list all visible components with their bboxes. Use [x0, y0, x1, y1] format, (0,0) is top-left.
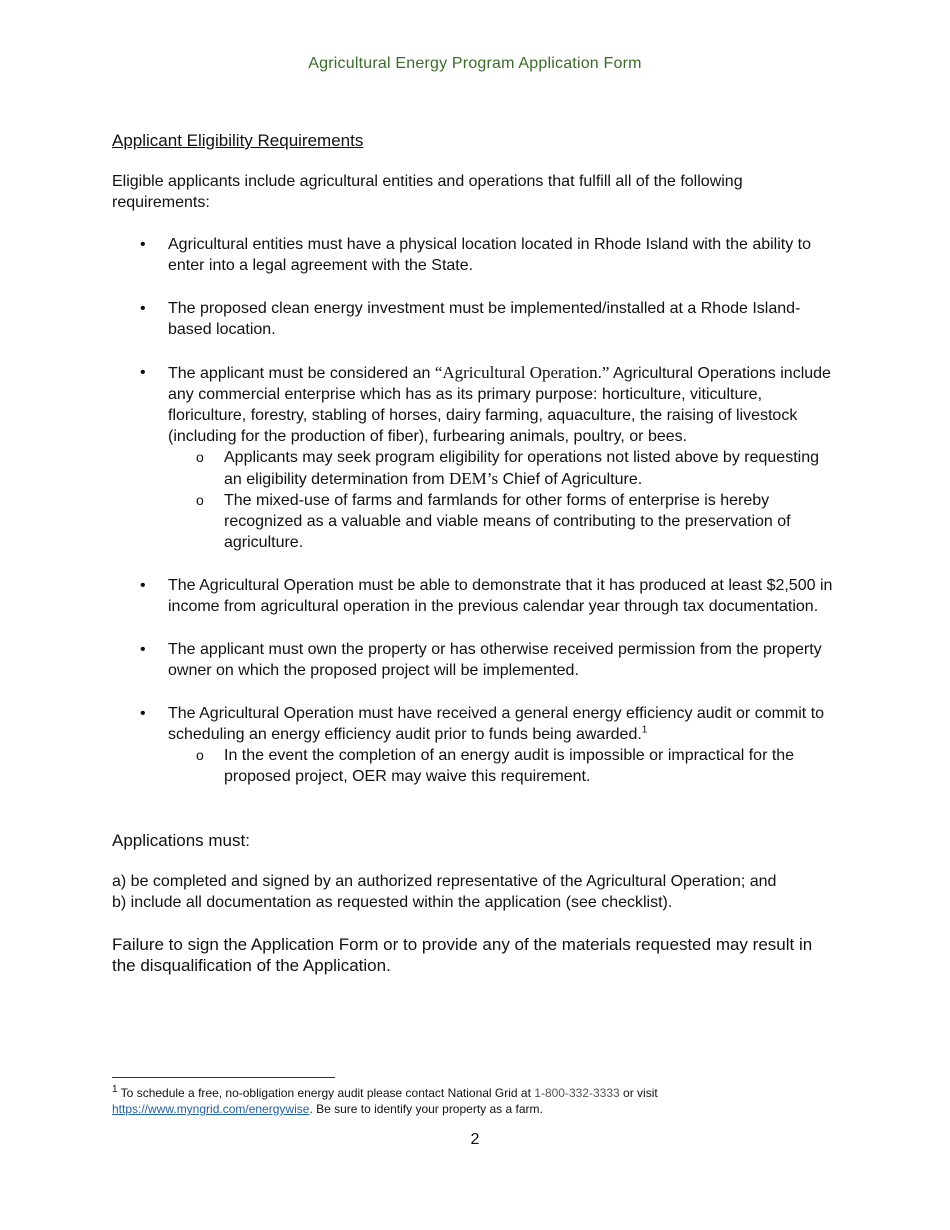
applications-line-a: a) be completed and signed by an authorized representative of the Agricultural Operation; and	[112, 873, 777, 890]
requirement-text-prefix: The applicant must be considered an	[168, 365, 435, 382]
requirement-sublist	[168, 447, 838, 553]
applications-title: Applications must:	[112, 831, 250, 850]
requirement-text: The proposed clean energy investment must be implemented/installed at a Rhode Island-based location.	[168, 300, 801, 338]
footnote-number: 1	[112, 1084, 118, 1095]
footnote	[112, 1085, 838, 1117]
main-content	[112, 130, 838, 976]
sub-requirement-text-suffix: Chief of Agriculture.	[498, 471, 643, 488]
requirement-item	[112, 362, 838, 553]
applications-line-b: b) include all documentation as requested within the application (see checklist).	[112, 894, 673, 911]
requirement-item	[112, 703, 838, 787]
page-header-title: Agricultural Energy Program Application Form	[308, 55, 642, 72]
footnote-divider	[112, 1077, 335, 1078]
sub-requirement-text: In the event the completion of an energy audit is impossible or impractical for the proposed project, OER may waive this requirement.	[224, 747, 795, 785]
requirement-text: Agricultural entities must have a physical location located in Rhode Island with the ability to enter into a legal agreement with the State.	[168, 236, 812, 274]
requirement-item	[112, 575, 838, 617]
section-title: Applicant Eligibility Requirements	[112, 131, 364, 150]
footnote-text: or visit	[619, 1086, 658, 1100]
sub-requirement-item	[168, 490, 838, 553]
requirement-quoted-term: “Agricultural Operation.”	[434, 363, 610, 382]
intro-paragraph: Eligible applicants include agricultural entities and operations that fulfill all of the following requirements:	[112, 173, 743, 211]
requirement-text: The Agricultural Operation must be able to demonstrate that it has produced at least $2,500 in income from agricultural operation in the previous calendar year through tax documentation.	[168, 577, 833, 615]
sub-requirement-item	[168, 745, 838, 787]
requirement-item	[112, 639, 838, 681]
requirement-item	[112, 298, 838, 340]
disqualification-warning: Failure to sign the Application Form or to provide any of the materials requested may result in the disqualification of the Application.	[112, 935, 813, 975]
footnote-link[interactable]: https://www.myngrid.com/energywise	[112, 1102, 310, 1116]
footnote-phone: 1-800-332-3333	[534, 1086, 620, 1100]
requirement-text-rest: Agricultural Operations include any commercial enterprise which has as its primary purpose: horticulture, viticulture, floriculture, forestry, stabling of horses, dairy farming, aquaculture, the raising of livestock (including for the production of fiber), furbearing animals, poultry, or bees.	[168, 365, 831, 445]
footnote-text: . Be sure to identify your property as a farm.	[309, 1102, 543, 1116]
footnote-reference: 1	[641, 724, 648, 736]
sub-requirement-item	[168, 447, 838, 490]
applications-requirements	[112, 871, 838, 913]
requirement-text: The applicant must own the property or has otherwise received permission from the property owner on which the proposed project will be implemented.	[168, 641, 822, 679]
requirement-item	[112, 234, 838, 276]
requirements-list	[112, 234, 838, 787]
sub-requirement-text: The mixed-use of farms and farmlands for other forms of enterprise is hereby recognized as a valuable and viable means of contributing to the preservation of agriculture.	[224, 492, 791, 551]
footnote-text: To schedule a free, no-obligation energy audit please contact National Grid at	[117, 1086, 535, 1100]
sub-requirement-text: Applicants may seek program eligibility for operations not listed above by requesting an eligibility determination from	[224, 449, 819, 488]
page-number: 2	[470, 1131, 480, 1148]
requirement-text: The Agricultural Operation must have received a general energy efficiency audit or commit to scheduling an energy efficiency audit prior to funds being awarded.	[168, 705, 825, 743]
requirement-sublist	[168, 745, 838, 787]
sub-requirement-serif-term: DEM’s	[449, 469, 499, 488]
